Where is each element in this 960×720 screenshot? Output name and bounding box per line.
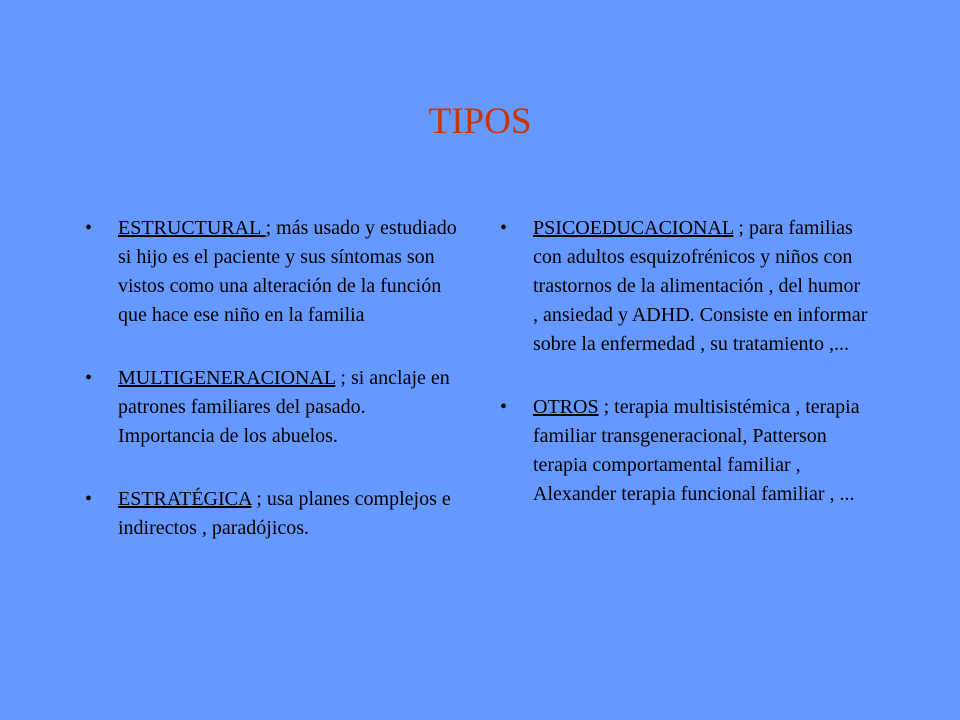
bullet-icon: •	[85, 488, 93, 510]
bullet-icon: •	[85, 217, 93, 239]
item-keyword: PSICOEDUCACIONAL	[533, 217, 734, 239]
item-keyword: MULTIGENERACIONAL	[118, 367, 336, 389]
right-column	[500, 214, 870, 543]
list-item	[500, 214, 870, 359]
item-text: ; usa planes complejos e indirectos , paradójicos.	[118, 488, 451, 539]
bullet-icon: •	[500, 217, 508, 239]
list-item	[85, 364, 465, 451]
list-item	[85, 485, 465, 543]
item-keyword: ESTRATÉGICA	[118, 488, 252, 510]
list-item	[500, 393, 870, 509]
item-keyword: OTROS	[533, 396, 599, 418]
item-text: ; más usado y estudiado si hijo es el paciente y sus síntomas son vistos como una alteración de la función que hace ese niño en la familia	[118, 217, 457, 326]
item-text: ; si anclaje en patrones familiares del pasado. Importancia de los abuelos.	[118, 367, 450, 447]
bullet-icon: •	[500, 396, 508, 418]
bullet-icon: •	[85, 367, 93, 389]
left-column	[85, 214, 465, 577]
item-text: ; para familias con adultos esquizofrénicos y niños con trastornos de la alimentación , del humor , ansiedad y ADHD. Consiste en informar sobre la enfermedad , su tratamiento ,...	[533, 217, 868, 355]
slide-title: TIPOS	[428, 101, 532, 142]
item-text: ; terapia multisistémica , terapia familiar transgeneracional, Patterson terapia comportamental familiar , Alexander terapia funcional familiar , ...	[533, 396, 860, 505]
list-item	[85, 214, 465, 330]
item-keyword: ESTRUCTURAL	[118, 217, 266, 239]
